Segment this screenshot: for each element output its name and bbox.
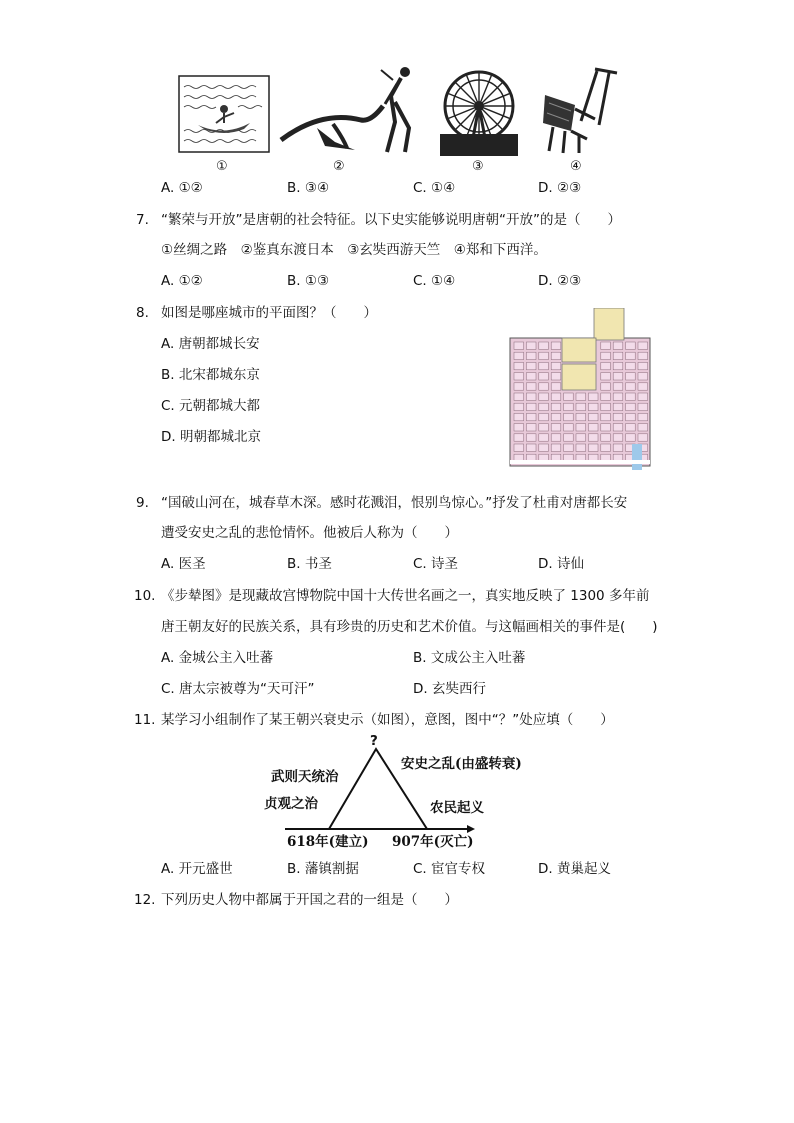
city-block — [626, 342, 636, 349]
option-c[interactable]: C. 元朝都城大都 — [161, 398, 261, 414]
city-block — [564, 403, 574, 410]
city-block — [601, 444, 611, 451]
city-block — [526, 403, 536, 410]
city-block — [613, 373, 623, 380]
city-block — [613, 403, 623, 410]
city-block — [564, 424, 574, 431]
city-block — [564, 393, 574, 400]
illustration-curved-plough — [277, 62, 427, 157]
option-b[interactable]: B. ①③ — [287, 273, 330, 289]
option-b[interactable]: B. 北宋都城东京 — [161, 367, 260, 383]
city-block — [514, 403, 524, 410]
diagram-right-upper-label: 安史之乱(由盛转衰) — [401, 756, 522, 772]
city-block — [601, 342, 611, 349]
question-stem-line-2: 唐王朝友好的民族关系，具有珍贵的历史和艺术价值。与这幅画相关的事件是( ) — [161, 619, 658, 635]
question-number: 8. — [136, 305, 149, 321]
city-block — [601, 373, 611, 380]
city-block — [588, 434, 598, 441]
city-block — [626, 434, 636, 441]
illustration-boat-rowing — [178, 75, 270, 153]
figure-label-4: ④ — [570, 159, 582, 174]
city-block — [601, 413, 611, 420]
option-d[interactable]: D. 黄巢起义 — [538, 861, 611, 877]
city-block — [588, 413, 598, 420]
city-block — [613, 393, 623, 400]
city-block — [514, 434, 524, 441]
figure-label-3: ③ — [472, 159, 484, 174]
city-block — [539, 352, 549, 359]
option-a[interactable]: A. 开元盛世 — [161, 861, 233, 877]
city-block — [551, 342, 561, 349]
city-block — [588, 424, 598, 431]
city-block — [601, 393, 611, 400]
option-b[interactable]: B. ③④ — [287, 180, 330, 196]
question-number: 11. — [134, 712, 156, 728]
city-block — [551, 393, 561, 400]
diagram-right-lower-label: 农民起义 — [430, 800, 484, 816]
option-a[interactable]: A. ①② — [161, 180, 203, 196]
diagram-left-upper-label: 武则天统治 — [271, 769, 339, 785]
city-block — [539, 342, 549, 349]
question-number: 10. — [134, 588, 156, 604]
diagram-start-label: 618年(建立) — [287, 834, 369, 850]
question-stem: 如图是哪座城市的平面图？（ ） — [161, 305, 377, 321]
illustration-seed-drill — [535, 65, 620, 157]
question-stem: “繁荣与开放”是唐朝的社会特征。以下史实能够说明唐朝“开放”的是（ ） — [161, 212, 621, 228]
city-block — [601, 434, 611, 441]
city-block — [539, 403, 549, 410]
city-block — [539, 434, 549, 441]
city-block — [514, 342, 524, 349]
option-b[interactable]: B. 文成公主入吐蕃 — [413, 650, 526, 666]
city-block — [613, 342, 623, 349]
city-block — [539, 424, 549, 431]
diagram-top-question-mark: ? — [370, 733, 378, 749]
option-c[interactable]: C. 唐太宗被尊为“天可汗” — [161, 681, 315, 697]
city-block — [576, 444, 586, 451]
city-block — [601, 403, 611, 410]
city-block — [613, 352, 623, 359]
city-block — [638, 413, 648, 420]
question-number: 7. — [136, 212, 149, 228]
city-block — [551, 403, 561, 410]
city-block — [638, 434, 648, 441]
question-stem-line-1: “国破山河在，城春草木深。感时花溅泪，恨别鸟惊心。”抒发了杜甫对唐都长安 — [161, 495, 628, 511]
option-c[interactable]: C. 诗圣 — [413, 556, 459, 572]
city-block — [551, 434, 561, 441]
city-block — [564, 413, 574, 420]
city-block — [638, 393, 648, 400]
option-d[interactable]: D. ②③ — [538, 180, 582, 196]
city-block — [576, 403, 586, 410]
city-block — [526, 413, 536, 420]
question-stem-line-2: 遭受安史之乱的悲怆情怀。他被后人称为（ ） — [161, 525, 458, 541]
city-block — [526, 434, 536, 441]
city-block — [551, 444, 561, 451]
city-block — [526, 352, 536, 359]
option-d[interactable]: D. ②③ — [538, 273, 582, 289]
city-block — [613, 383, 623, 390]
city-block — [638, 403, 648, 410]
city-block — [526, 383, 536, 390]
city-block — [601, 424, 611, 431]
figure-label-2: ② — [333, 159, 345, 174]
city-block — [588, 444, 598, 451]
option-d[interactable]: D. 玄奘西行 — [413, 681, 486, 697]
city-block — [626, 424, 636, 431]
city-block — [539, 413, 549, 420]
city-block — [539, 373, 549, 380]
city-block — [626, 403, 636, 410]
city-block — [551, 413, 561, 420]
city-block — [638, 342, 648, 349]
city-block — [638, 362, 648, 369]
city-block — [613, 434, 623, 441]
city-block — [514, 383, 524, 390]
city-block — [613, 444, 623, 451]
city-block — [626, 393, 636, 400]
city-block — [514, 393, 524, 400]
city-block — [576, 393, 586, 400]
city-block — [539, 383, 549, 390]
figure-label-1: ① — [216, 159, 228, 174]
option-a[interactable]: A. 金城公主入吐蕃 — [161, 650, 274, 666]
city-block — [576, 434, 586, 441]
city-block — [551, 362, 561, 369]
city-block — [551, 383, 561, 390]
city-block — [601, 362, 611, 369]
city-block — [551, 424, 561, 431]
city-block — [626, 352, 636, 359]
city-block — [601, 383, 611, 390]
city-block — [514, 424, 524, 431]
question-items: ①丝绸之路 ②鉴真东渡日本 ③玄奘西游天竺 ④郑和下西洋。 — [161, 242, 547, 258]
city-block — [526, 444, 536, 451]
option-c[interactable]: C. 宦官专权 — [413, 861, 486, 877]
city-block — [626, 373, 636, 380]
city-block — [626, 383, 636, 390]
question-stem-line-1: 《步辇图》是现藏故宫博物院中国十大传世名画之一，真实地反映了 1300 多年前 — [161, 588, 650, 604]
city-block — [626, 362, 636, 369]
diagram-left-lower-label: 贞观之治 — [264, 796, 318, 812]
option-b[interactable]: B. 书圣 — [287, 556, 332, 572]
city-block — [551, 373, 561, 380]
city-block — [526, 362, 536, 369]
city-block — [539, 362, 549, 369]
city-block — [514, 444, 524, 451]
city-block — [601, 352, 611, 359]
option-b[interactable]: B. 藩镇割据 — [287, 861, 359, 877]
question-number: 12. — [134, 892, 156, 908]
question-number: 9. — [136, 495, 149, 511]
diagram-end-label: 907年(灭亡) — [392, 834, 474, 850]
city-block — [514, 362, 524, 369]
option-a[interactable]: A. 医圣 — [161, 556, 206, 572]
city-block — [638, 352, 648, 359]
city-block — [564, 434, 574, 441]
city-block — [551, 352, 561, 359]
question-stem: 某学习小组制作了某王朝兴衰史示（如图），意图，图中“？”处应填（ ） — [161, 712, 614, 728]
city-block — [638, 424, 648, 431]
city-block — [626, 413, 636, 420]
question-stem: 下列历史人物中都属于开国之君的一组是（ ） — [161, 892, 458, 908]
city-block — [638, 373, 648, 380]
city-block — [526, 373, 536, 380]
city-block — [539, 444, 549, 451]
city-block — [526, 393, 536, 400]
city-block — [514, 352, 524, 359]
city-block — [613, 424, 623, 431]
illustration-water-wheel — [440, 68, 518, 156]
option-c[interactable]: C. ①④ — [413, 273, 456, 289]
option-c[interactable]: C. ①④ — [413, 180, 456, 196]
city-block — [576, 413, 586, 420]
city-block — [526, 424, 536, 431]
city-block — [514, 413, 524, 420]
city-block — [526, 342, 536, 349]
option-a[interactable]: A. 唐朝都城长安 — [161, 336, 260, 352]
city-block — [514, 373, 524, 380]
city-block — [588, 393, 598, 400]
city-block — [588, 403, 598, 410]
option-d[interactable]: D. 诗仙 — [538, 556, 584, 572]
city-block — [564, 444, 574, 451]
city-block — [613, 362, 623, 369]
city-plan-map — [506, 308, 652, 472]
city-block — [613, 413, 623, 420]
option-d[interactable]: D. 明朝都城北京 — [161, 429, 261, 445]
city-block — [576, 424, 586, 431]
city-block — [539, 393, 549, 400]
city-block — [638, 383, 648, 390]
option-a[interactable]: A. ①② — [161, 273, 203, 289]
